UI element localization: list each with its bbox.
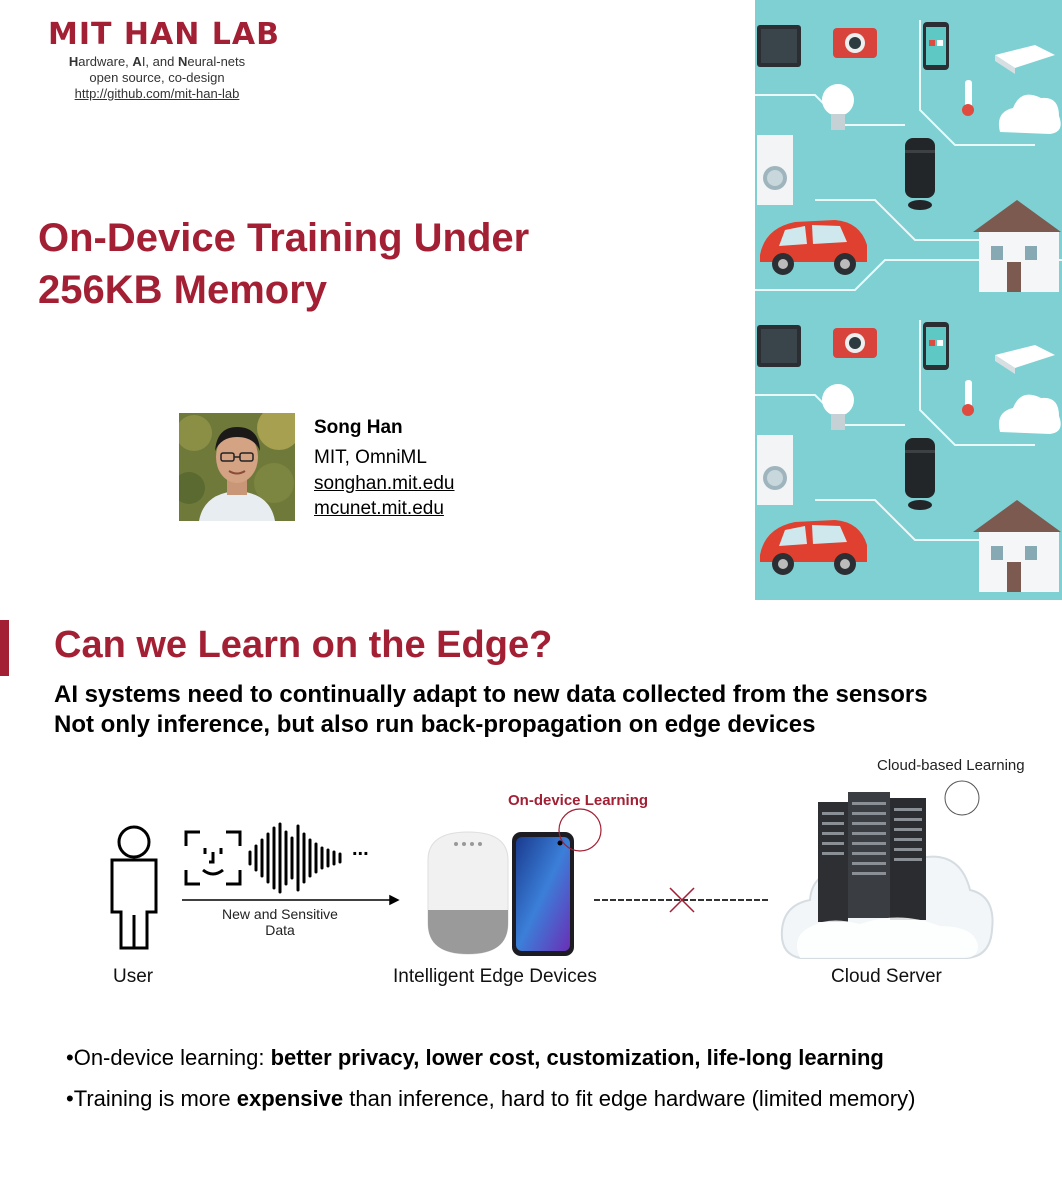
lab-subtitle: open source, co-design xyxy=(89,70,225,85)
iot-illustration xyxy=(755,0,1062,600)
author-link-mcunet[interactable]: mcunet.mit.edu xyxy=(314,498,444,519)
slide2-subtitle-line2: Not only inference, but also run back-propagation on edge devices xyxy=(54,711,816,738)
lab-logo: MIT HAN LAB xyxy=(48,17,281,52)
ondevice-learning-label: On-device Learning xyxy=(508,792,649,809)
author-link-songhan[interactable]: songhan.mit.edu xyxy=(314,473,455,494)
author-affiliation: MIT, OmniML xyxy=(314,447,427,468)
slide2-accent-bar xyxy=(0,620,9,676)
bullet-training-cost: •Training is more expensive than inference, hard to fit edge hardware (limited memory) xyxy=(66,1086,916,1111)
bullet-ondevice: •On-device learning: better privacy, lower cost, customization, life-long learning xyxy=(66,1045,884,1070)
cloud-server-icon xyxy=(782,792,993,958)
user-icon xyxy=(112,827,156,948)
sound-wave-icon xyxy=(250,824,340,892)
phone-icon xyxy=(512,832,574,956)
data-arrow xyxy=(182,896,398,904)
slide2-subtitle-line1: AI systems need to continually adapt to new data collected from the sensors xyxy=(54,681,928,708)
cloud-learning-circle xyxy=(945,781,979,815)
user-label: User xyxy=(113,966,154,987)
face-scan-icon xyxy=(186,832,240,884)
cloud-learning-label: Cloud-based Learning xyxy=(877,757,1025,774)
lab-tagline: Hardware, AI, and Neural-nets xyxy=(68,54,246,69)
data-label: New and Sensitive Data xyxy=(222,906,338,938)
ondevice-circle xyxy=(559,809,601,851)
smart-speaker-icon xyxy=(428,832,508,954)
lab-link[interactable]: http://github.com/mit-han-lab xyxy=(74,86,240,101)
author-photo xyxy=(179,413,295,521)
author-name: Song Han xyxy=(314,417,403,438)
edge-devices-label: Intelligent Edge Devices xyxy=(393,966,597,987)
cloud-server-label: Cloud Server xyxy=(831,966,942,987)
sound-ellipsis: ... xyxy=(352,838,369,860)
slide2-title: Can we Learn on the Edge? xyxy=(54,624,553,666)
slide1-title: On-Device Training Under 256KB Memory xyxy=(38,216,530,312)
blocked-link xyxy=(594,888,770,912)
